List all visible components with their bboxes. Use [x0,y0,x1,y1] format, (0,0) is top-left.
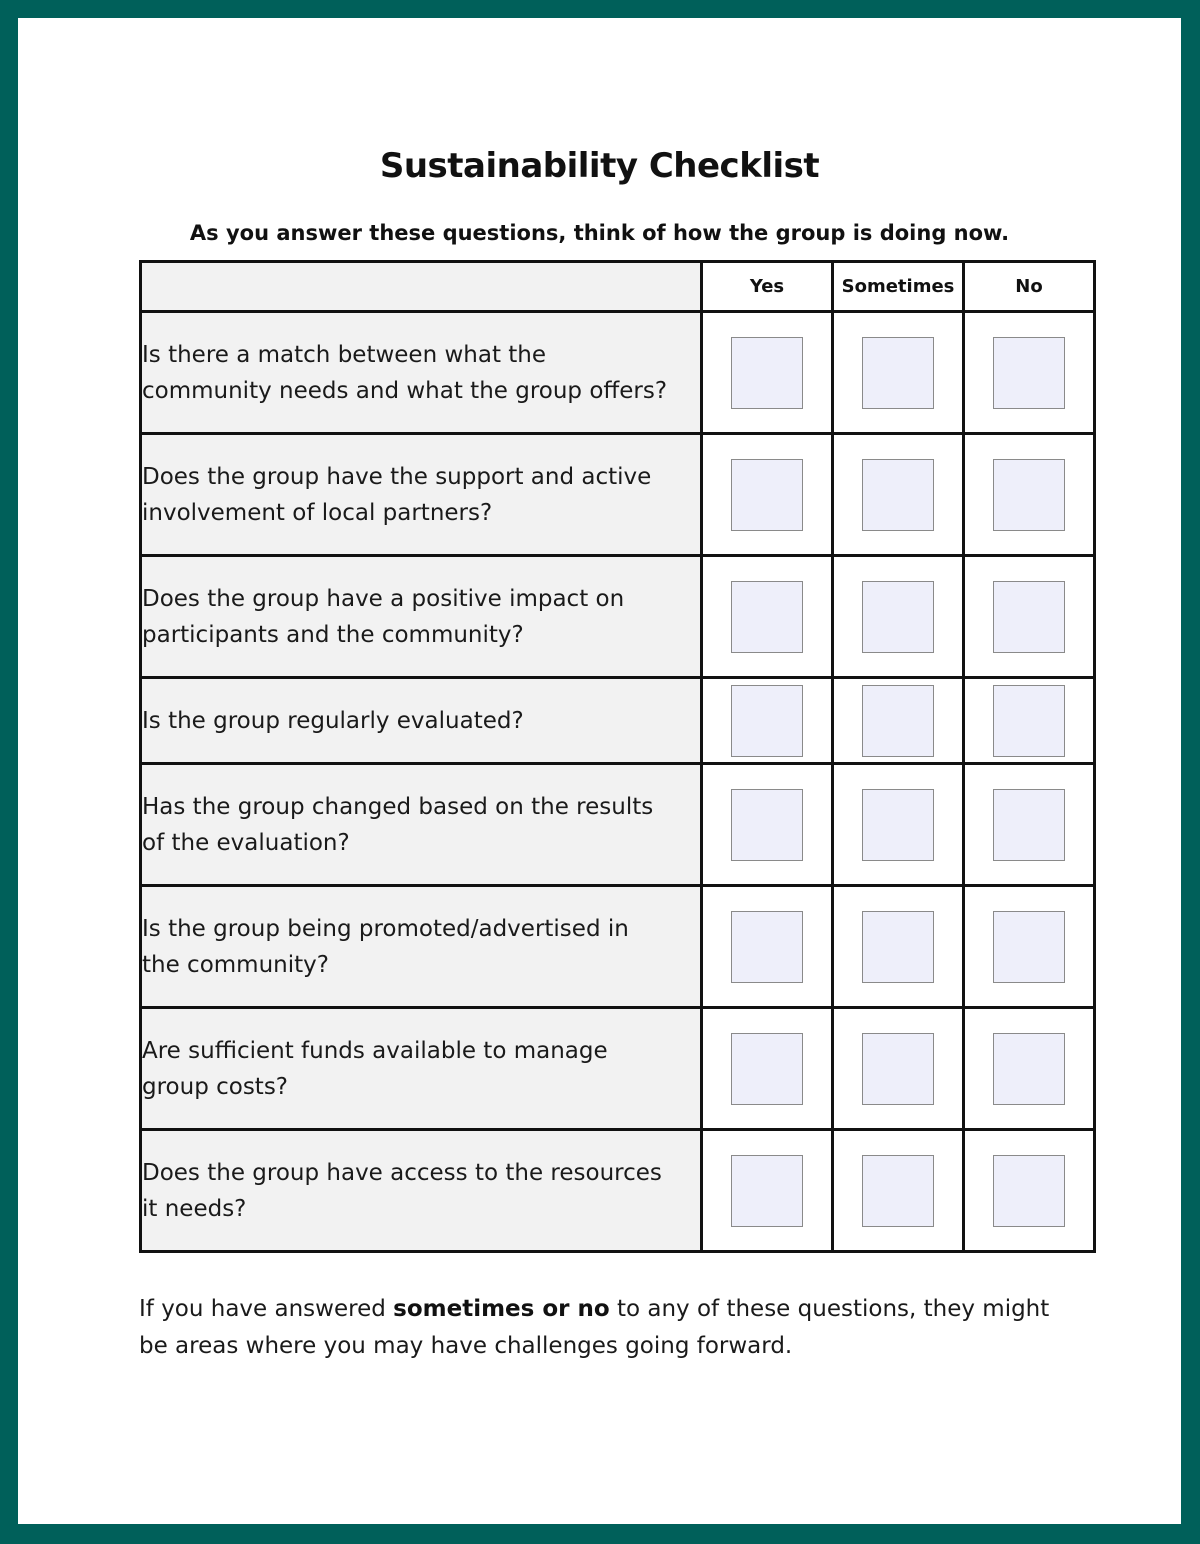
checklist-page [18,18,1181,1524]
checkbox-sometimes[interactable] [862,337,934,409]
checkbox-sometimes[interactable] [862,1033,934,1105]
table-row [141,1130,1095,1252]
checkbox-no[interactable] [993,337,1065,409]
header-no: No [964,262,1095,312]
checkbox-sometimes[interactable] [862,911,934,983]
checkbox-sometimes[interactable] [862,581,934,653]
footer-note [139,1291,1079,1365]
checkbox-yes[interactable] [731,459,803,531]
header-row [141,262,1095,312]
checkbox-no[interactable] [993,911,1065,983]
checkbox-yes[interactable] [731,911,803,983]
question-text: Does the group have the support and active involvement of local partners? [141,434,702,556]
question-text: Does the group have a positive impact on participants and the community? [141,556,702,678]
checkbox-sometimes[interactable] [862,1155,934,1227]
checkbox-no[interactable] [993,459,1065,531]
checkbox-no[interactable] [993,1155,1065,1227]
header-question-cell [141,262,702,312]
table-row [141,312,1095,434]
footer-text-bold: sometimes or no [393,1296,610,1322]
checkbox-yes[interactable] [731,789,803,861]
checkbox-yes[interactable] [731,1033,803,1105]
question-text: Is the group regularly evaluated? [141,678,702,764]
checkbox-yes[interactable] [731,337,803,409]
question-text: Has the group changed based on the results of the evaluation? [141,764,702,886]
question-text: Is there a match between what the community needs and what the group offers? [141,312,702,434]
header-sometimes: Sometimes [833,262,964,312]
checkbox-no[interactable] [993,685,1065,757]
question-text: Are sufficient funds available to manage group costs? [141,1008,702,1130]
checkbox-no[interactable] [993,789,1065,861]
question-text: Is the group being promoted/advertised in the community? [141,886,702,1008]
checkbox-no[interactable] [993,581,1065,653]
page-title: Sustainability Checklist [379,146,820,186]
table-row [141,764,1095,886]
checkbox-yes[interactable] [731,685,803,757]
question-text: Does the group have access to the resources it needs? [141,1130,702,1252]
checklist-table [139,260,1096,1253]
checkbox-sometimes[interactable] [862,789,934,861]
table-row [141,556,1095,678]
footer-text-end: to any of these questions, they might be areas where you may have challenges going forward. [139,1296,1050,1359]
checkbox-sometimes[interactable] [862,459,934,531]
checkbox-yes[interactable] [731,581,803,653]
table-row [141,678,1095,764]
table-row [141,886,1095,1008]
table-row [141,1008,1095,1130]
checkbox-yes[interactable] [731,1155,803,1227]
checkbox-no[interactable] [993,1033,1065,1105]
footer-text-start: If you have answered [139,1296,394,1322]
page-subtitle: As you answer these questions, think of how the group is doing now. [189,221,1010,245]
checkbox-sometimes[interactable] [862,685,934,757]
header-yes: Yes [702,262,833,312]
table-row [141,434,1095,556]
